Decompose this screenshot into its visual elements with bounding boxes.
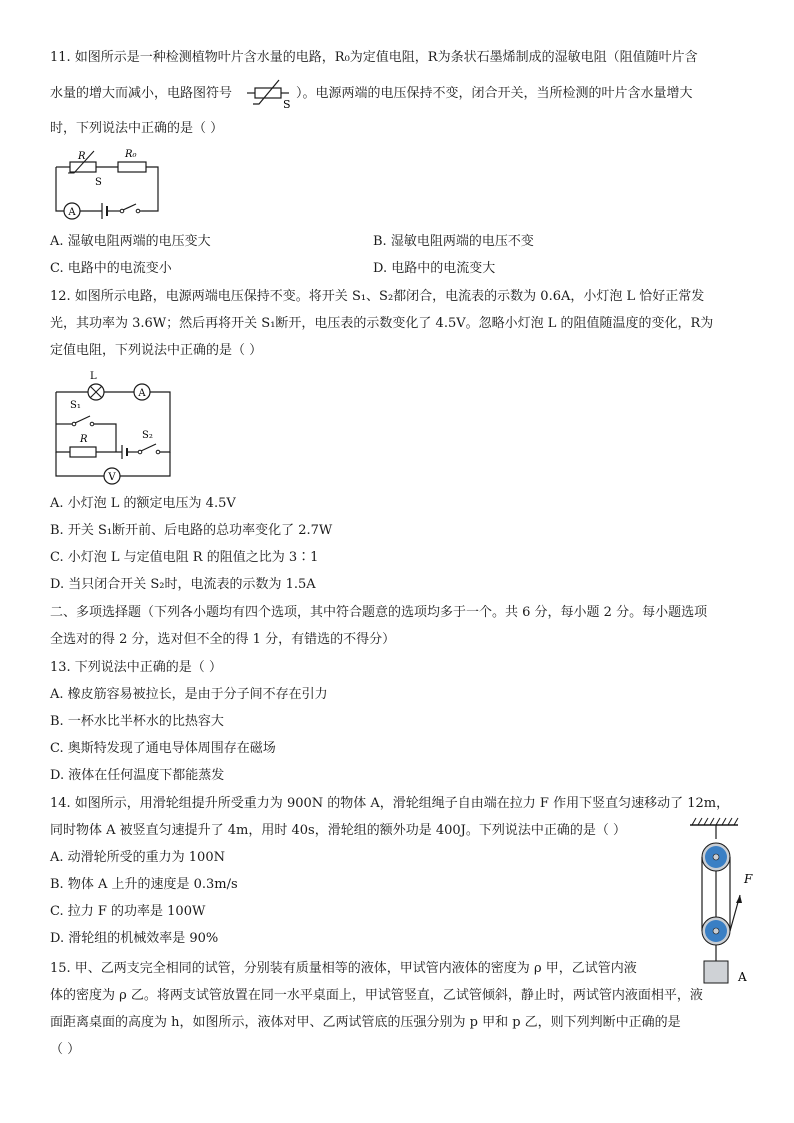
- q11-option-b: B. 湿敏电阻两端的电压不变: [373, 234, 534, 249]
- q11-s-label: S: [95, 177, 102, 188]
- q15-stem-line-3: 面距离桌面的高度为 h，如图所示，液体对甲、乙两试管底的压强分别为 p 甲和 p 乙，则下列判断中正确的是: [50, 1015, 681, 1030]
- q15-stem-line-1: 15. 甲、乙两支完全相同的试管，分别装有质量相等的液体，甲试管内液体的密度为 ρ 甲，乙试管内液: [50, 961, 637, 976]
- q12-option-a: A. 小灯泡 L 的额定电压为 4.5V: [50, 496, 236, 511]
- q12-s1-label: S₁: [70, 400, 81, 411]
- q12-stem-line-2: 光，其功率为 3.6W；然后再将开关 S₁断开，电压表的示数变化了 4.5V。忽略小灯泡 L 的阻值随温度的变化，R为: [50, 316, 714, 331]
- symbol-s-label: S: [283, 98, 291, 111]
- q11-stem-line-1: 11. 如图所示是一种检测植物叶片含水量的电路，R₀为定值电阻，R为条状石墨烯制成的湿敏电阻（阻值随叶片含: [50, 50, 698, 65]
- section2-heading-line-2: 全选对的得 2 分，选对但不全的得 1 分，有错选的不得分）: [50, 632, 396, 647]
- q11-option-a: A. 湿敏电阻两端的电压变大: [50, 234, 211, 249]
- q12-option-b: B. 开关 S₁断开前、后电路的总功率变化了 2.7W: [50, 523, 333, 538]
- q14-option-d: D. 滑轮组的机械效率是 90%: [50, 931, 219, 946]
- q12-r-label: R: [80, 434, 88, 445]
- weight-block: [704, 961, 728, 983]
- q15-stem-line-4: （ ）: [50, 1042, 81, 1057]
- q11-r0-label: R₀: [125, 149, 137, 160]
- q13-option-a: A. 橡皮筋容易被拉长，是由于分子间不存在引力: [50, 687, 328, 702]
- q13-stem: 13. 下列说法中正确的是（ ）: [50, 660, 222, 675]
- q14-force-label: F: [744, 872, 753, 886]
- q12-option-c: C. 小灯泡 L 与定值电阻 R 的阻值之比为 3∶1: [50, 550, 319, 565]
- q11-stem-line-2b: ）。电源两端的电压保持不变，闭合开关，当所检测的叶片含水量增大: [296, 86, 693, 101]
- q11-option-d: D. 电路中的电流变大: [373, 261, 496, 276]
- q13-option-c: C. 奥斯特发现了通电导体周围存在磁场: [50, 741, 276, 756]
- q12-stem-line-1: 12. 如图所示电路，电源两端电压保持不变。将开关 S₁、S₂都闭合，电流表的示数为 0.6A，小灯泡 L 恰好正常发: [50, 289, 705, 304]
- q11-stem-line-3: 时，下列说法中正确的是（ ）: [50, 121, 224, 136]
- q13-option-d: D. 液体在任何温度下都能蒸发: [50, 768, 225, 783]
- q14-stem-line-2: 同时物体 A 被竖直匀速提升了 4m，用时 40s，滑轮组的额外功是 400J。下列说法中正确的是（ ）: [50, 823, 627, 838]
- q14-weight-label: A: [738, 970, 747, 984]
- humidity-resistor-symbol: [245, 78, 295, 110]
- q11-ammeter-label: A: [68, 207, 76, 218]
- q12-stem-line-3: 定值电阻，下列说法中正确的是（ ）: [50, 343, 263, 358]
- q11-r-label: R: [78, 151, 86, 162]
- q12-lamp-label: L: [90, 371, 97, 382]
- q14-pulley-figure: [682, 815, 762, 987]
- q13-option-b: B. 一杯水比半杯水的比热容大: [50, 714, 224, 729]
- q12-s2-label: S₂: [142, 430, 153, 441]
- q12-circuit-diagram: [50, 368, 180, 488]
- q14-option-c: C. 拉力 F 的功率是 100W: [50, 904, 206, 919]
- q11-circuit-diagram: [50, 145, 170, 225]
- q12-ammeter-label: A: [138, 388, 146, 399]
- q14-stem-line-1: 14. 如图所示，用滑轮组提升所受重力为 900N 的物体 A，滑轮组绳子自由端在拉力 F 作用下竖直匀速移动了 12m，: [50, 796, 730, 811]
- q12-voltmeter-label: V: [108, 472, 116, 483]
- q14-option-a: A. 动滑轮所受的重力为 100N: [50, 850, 225, 865]
- q15-stem-line-2: 体的密度为 ρ 乙。将两支试管放置在同一水平桌面上，甲试管竖直，乙试管倾斜，静止时，两试管内液面相平，液: [50, 988, 703, 1003]
- q11-stem-line-2a: 水量的增大而减小，电路图符号: [50, 86, 233, 101]
- q11-option-c: C. 电路中的电流变小: [50, 261, 172, 276]
- section2-heading-line-1: 二、多项选择题（下列各小题均有四个选项，其中符合题意的选项均多于一个。共 6 分，每小题 2 分。每小题选项: [50, 605, 708, 620]
- q14-option-b: B. 物体 A 上升的速度是 0.3m/s: [50, 877, 238, 892]
- q12-option-d: D. 当只闭合开关 S₂时，电流表的示数为 1.5A: [50, 577, 316, 592]
